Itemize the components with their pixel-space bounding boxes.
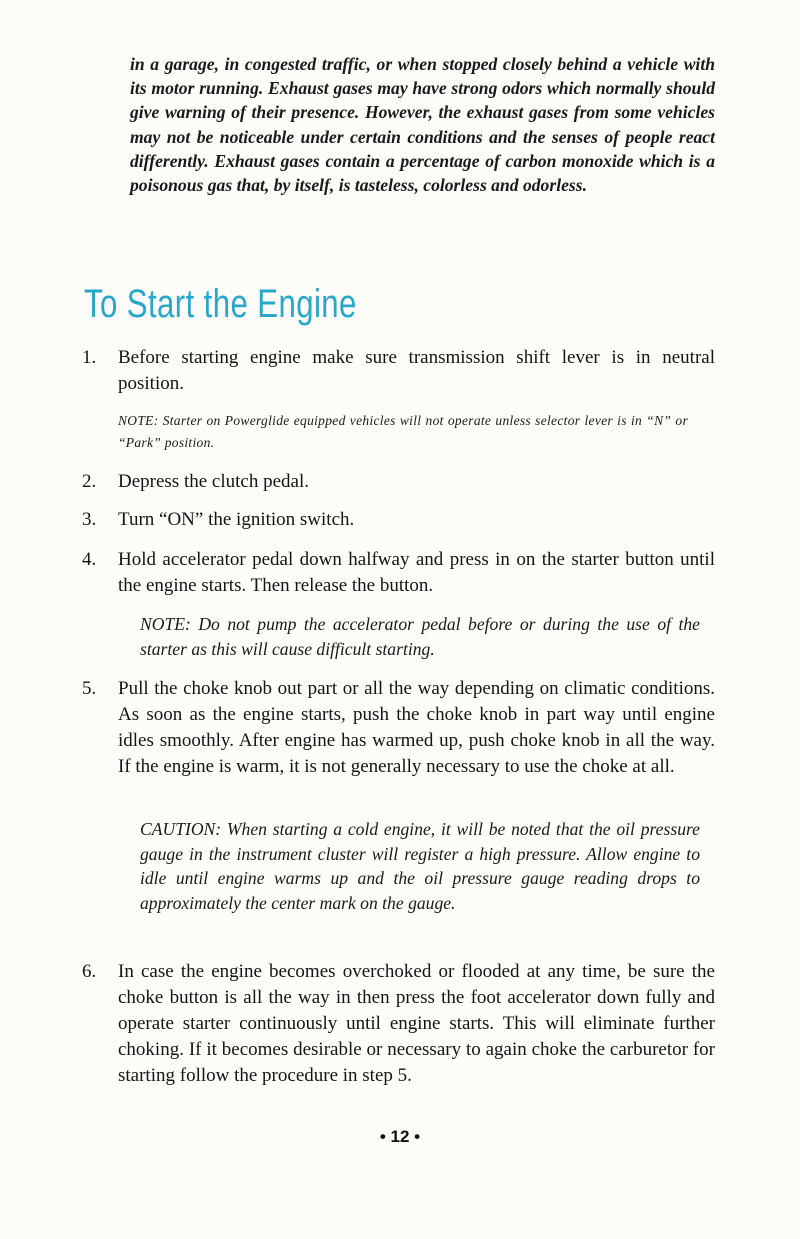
step-text: Before starting engine make sure transmission shift lever is in neutral position. [118, 347, 715, 394]
note-step-4: NOTE: Do not pump the accelerator pedal before or during the use of the starter as this will cause difficult starting. [140, 614, 700, 659]
step-number: 2. [82, 471, 97, 492]
step-4 [82, 547, 715, 599]
step-number: 1. [82, 347, 97, 368]
step-5 [82, 676, 715, 780]
section-title: To Start the Engine [84, 282, 357, 326]
note-step-1: NOTE: Starter on Powerglide equipped vehicles will not operate unless selector lever is in “N” or “Park” position. [118, 413, 688, 450]
step-text: In case the engine becomes overchoked or flooded at any time, be sure the choke button is all the way in then press the foot accelerator down fully and operate starter continuously until engine starts. This will eliminate further choking. If it becomes desirable or necessary to again choke the carburetor for starting follow the procedure in step 5. [118, 961, 715, 1086]
step-text: Depress the clutch pedal. [118, 471, 309, 492]
step-text: Turn “ON” the ignition switch. [118, 509, 355, 530]
step-3 [82, 507, 715, 533]
step-number: 3. [82, 509, 97, 530]
step-number: 4. [82, 549, 97, 570]
caution-step-5: CAUTION: When starting a cold engine, it will be noted that the oil pressure gauge in the instrument cluster will register a high pressure. Allow engine to idle until engine warms up and the oil pressure gauge reading drops to approximately the center mark on the gauge. [140, 819, 700, 913]
step-1 [82, 345, 715, 397]
intro-paragraph: in a garage, in congested traffic, or when stopped closely behind a vehicle with its motor running. Exhaust gases may have strong odors which normally should give warning of their presence. However, the exhaust gases from some vehicles may not be noticeable under certain conditions and the senses of people react differently. Exhaust gases contain a percentage of carbon monoxide which is a poisonous gas that, by itself, is tasteless, colorless and odorless. [130, 54, 715, 196]
step-2 [82, 469, 715, 495]
page-number: • 12 • [379, 1127, 421, 1146]
step-number: 6. [82, 961, 97, 982]
step-6 [82, 959, 715, 1089]
step-text: Pull the choke knob out part or all the way depending on climatic conditions. As soon as the engine starts, push the choke knob in part way until engine idles smoothly. After engine has warmed up, push choke knob in all the way. If the engine is warm, it is not generally necessary to use the choke at all. [118, 678, 715, 777]
step-number: 5. [82, 678, 97, 699]
step-text: Hold accelerator pedal down halfway and press in on the starter button until the engine starts. Then release the button. [118, 549, 715, 596]
